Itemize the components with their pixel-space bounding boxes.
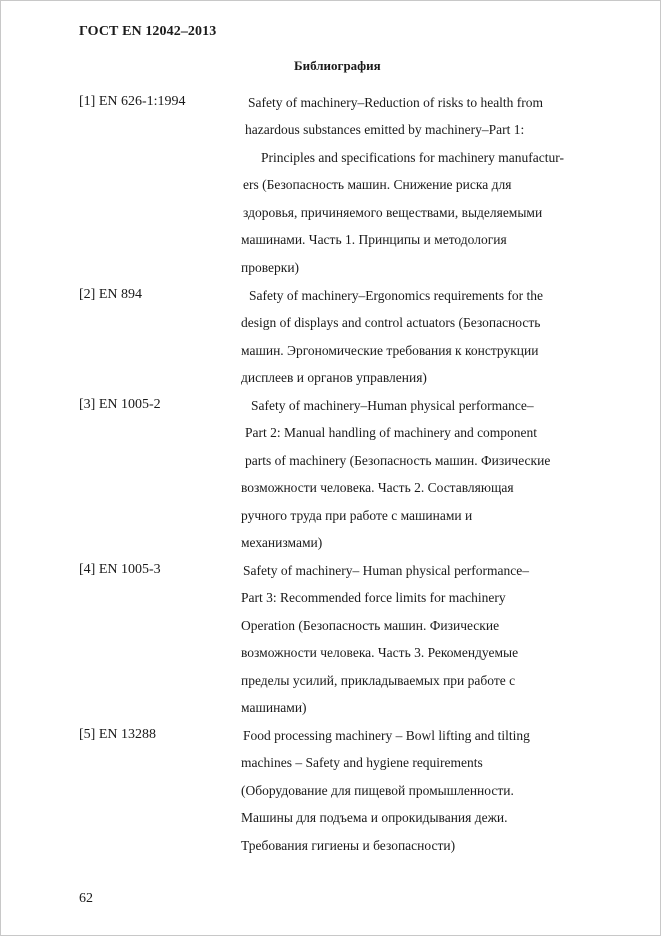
bib-entry-5-line: Машины для подъема и опрокидывания дежи.: [241, 810, 508, 825]
bib-entry-1-line: hazardous substances emitted by machinery–Part 1:: [245, 122, 525, 137]
bib-entry-3-line: механизмами): [241, 535, 323, 550]
bib-entry-3-line: возможности человека. Часть 2. Составляющая: [241, 480, 514, 495]
section-title: Библиография: [294, 58, 381, 73]
bib-entry-4-line: Operation (Безопасность машин. Физические: [241, 618, 500, 633]
bib-entry-2-line: Safety of machinery–Ergonomics requirements for the: [249, 288, 544, 303]
bib-entry-3-line: Part 2: Manual handling of machinery and component: [245, 425, 538, 440]
bib-entry-1-ref: [1] EN 626-1:1994: [79, 94, 186, 109]
bib-entry-5-ref: [5] EN 13288: [79, 727, 156, 742]
bib-entry-4-line: Part 3: Recommended force limits for machinery: [241, 590, 506, 605]
bib-entry-4-line: пределы усилий, прикладываемых при работе с: [241, 673, 516, 688]
bib-entry-4-ref: [4] EN 1005-3: [79, 562, 161, 577]
bib-entry-4-line: Safety of machinery– Human physical performance–: [243, 563, 530, 578]
bib-entry-1-line: машинами. Часть 1. Принципы и методология: [241, 232, 507, 247]
bib-entry-2-line: машин. Эргономические требования к конструкции: [241, 343, 539, 358]
bib-entry-5-line: Food processing machinery – Bowl lifting and tilting: [243, 728, 530, 743]
bib-entry-1-line: Safety of machinery–Reduction of risks to health from: [248, 95, 544, 110]
bib-entry-3-line: Safety of machinery–Human physical performance–: [251, 398, 534, 413]
bib-entry-1-line: ers (Безопасность машин. Снижение риска для: [243, 177, 512, 192]
page-number: 62: [79, 891, 93, 906]
bib-entry-4-line: машинами): [241, 700, 307, 715]
bib-entry-3-line: parts of machinery (Безопасность машин. Физические: [245, 453, 551, 468]
bib-entry-5-line: Требования гигиены и безопасности): [241, 838, 456, 853]
bib-entry-2-line: дисплеев и органов управления): [241, 370, 427, 385]
bib-entry-5-line: (Оборудование для пищевой промышленности.: [241, 783, 514, 798]
bib-entry-1-line: проверки): [241, 260, 300, 275]
bib-entry-2-line: design of displays and control actuators (Безопасность: [241, 315, 541, 330]
bib-entry-1-line: здоровья, причиняемого веществами, выделяемыми: [243, 205, 543, 220]
document-code-header: ГОСТ EN 12042–2013: [79, 24, 217, 39]
bib-entry-3-ref: [3] EN 1005-2: [79, 397, 161, 412]
bib-entry-3-line: ручного труда при работе с машинами и: [241, 508, 473, 523]
bib-entry-5-line: machines – Safety and hygiene requirements: [241, 755, 483, 770]
bib-entry-4-line: возможности человека. Часть 3. Рекомендуемые: [241, 645, 519, 660]
bib-entry-1-line: Principles and specifications for machinery manufactur-: [261, 150, 564, 165]
bib-entry-2-ref: [2] EN 894: [79, 287, 142, 302]
